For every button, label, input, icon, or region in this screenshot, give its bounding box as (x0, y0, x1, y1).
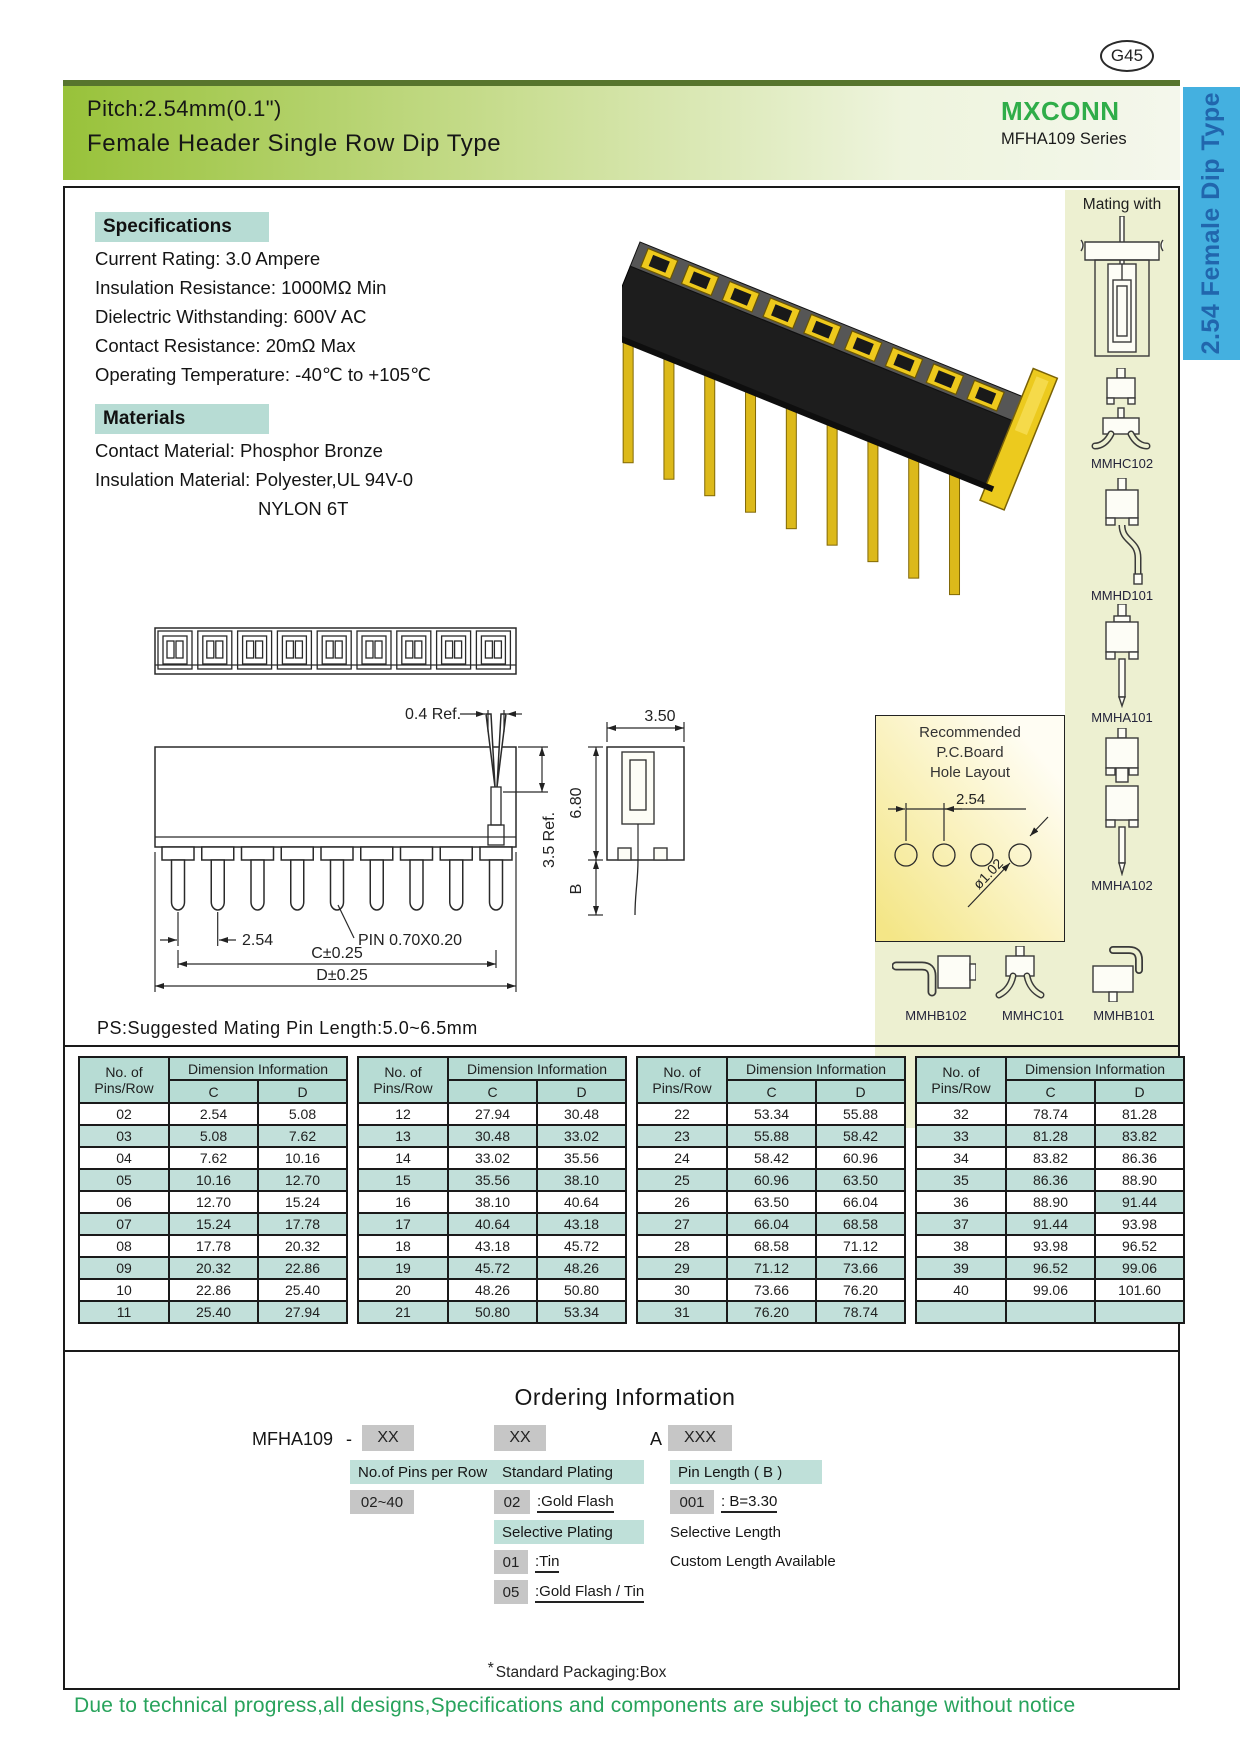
dimension-row (79, 1301, 347, 1323)
dimension-cell: 86.36 (1006, 1169, 1095, 1191)
dimension-cell: 66.04 (727, 1213, 816, 1235)
ordering-plating-placeholder: XX (494, 1425, 546, 1451)
dimension-table-2: No. of Pins/Row Dimension Information C D 12 27.94 30.48 13 30.48 33.02 14 33.02 35.56 15 35.56 38.10 16 38.10 40.64 17 40.64 43.18 18 43.18 45.72 19 45.72 48.26 20 48.26 50.80 21 50.80 53.34 (357, 1056, 627, 1324)
dim-350-label: 3.50 (644, 708, 676, 725)
dimension-cell: 58.42 (727, 1147, 816, 1169)
technical-drawing (102, 602, 722, 1052)
dimension-cell: 81.28 (1095, 1103, 1184, 1125)
ordering-pins-placeholder: XX (362, 1425, 414, 1451)
dimension-cell: 17 (358, 1213, 448, 1235)
sel-plating-desc-01: :Tin (535, 1553, 559, 1570)
mating-part-label: MMHB102 (905, 1008, 967, 1023)
dimension-cell: 93.98 (1006, 1235, 1095, 1257)
dimension-cell: 30.48 (448, 1125, 537, 1147)
dimension-cell: 30 (637, 1279, 727, 1301)
dimension-row (637, 1235, 905, 1257)
dimension-cell: 03 (79, 1125, 169, 1147)
dimension-cell: 12.70 (169, 1191, 258, 1213)
dimension-row (358, 1103, 626, 1125)
dimension-cell: 48.26 (537, 1257, 626, 1279)
dimension-row (637, 1191, 905, 1213)
dimension-cell: 63.50 (727, 1191, 816, 1213)
pcb-hole-dia-label: ø1.02 (969, 855, 1007, 893)
brand-logo: MXCONN (1001, 96, 1120, 126)
ordering-dash: - (346, 1429, 352, 1449)
page-number-badge: G45 (1100, 40, 1154, 72)
dimension-cell: 25.40 (169, 1301, 258, 1323)
dimension-cell: 27.94 (258, 1301, 347, 1323)
dimension-cell: 35 (916, 1169, 1006, 1191)
dimension-cell: 60.96 (816, 1147, 905, 1169)
dimension-row (79, 1213, 347, 1235)
dimension-cell: 08 (79, 1235, 169, 1257)
mating-part-figure-mmha101 (1094, 604, 1150, 708)
dimension-row (916, 1103, 1184, 1125)
dimension-cell: 34 (916, 1147, 1006, 1169)
packaging-note: * Standard Packaging:Box (487, 1660, 667, 1681)
dimension-row (916, 1301, 1184, 1323)
dimension-cell: 20.32 (258, 1235, 347, 1257)
dimension-cell: 45.72 (537, 1235, 626, 1257)
dimension-cell: 78.74 (1006, 1103, 1095, 1125)
page-title-product: Female Header Single Row Dip Type (87, 130, 502, 157)
dimension-row (916, 1235, 1184, 1257)
dimension-cell: 05 (79, 1169, 169, 1191)
dimension-cell: 23 (637, 1125, 727, 1147)
dimension-row (79, 1169, 347, 1191)
dimension-cell: 12 (358, 1103, 448, 1125)
pin-length-label: Pin Length ( B ) (670, 1460, 822, 1484)
dimension-row (916, 1257, 1184, 1279)
dimension-cell: 12.70 (258, 1169, 347, 1191)
dimension-cell: 50.80 (537, 1279, 626, 1301)
dimension-cell: 20.32 (169, 1257, 258, 1279)
mating-part-figure-mmhb101 (1083, 944, 1145, 1002)
materials-heading: Materials (95, 404, 269, 434)
mating-part-figure-mmhc101 (993, 946, 1047, 1002)
dimension-cell: 86.36 (1095, 1147, 1184, 1169)
dim-d-label: D±0.25 (316, 967, 368, 984)
pcb-line2: P.C.Board (936, 744, 1004, 761)
dimension-cell: 11 (79, 1301, 169, 1323)
dimension-cell: 02 (79, 1103, 169, 1125)
footer-disclaimer: Due to technical progress,all designs,Specifications and components are subject to change without notice (74, 1694, 1076, 1717)
dim-35ref-label: 3.5 Ref. (541, 811, 558, 869)
dimension-row (358, 1279, 626, 1301)
dimension-cell: 38.10 (537, 1169, 626, 1191)
dimension-row (637, 1125, 905, 1147)
pcb-line3: Hole Layout (929, 764, 1011, 781)
mating-part-label: MMHC102 (1090, 456, 1154, 471)
dimension-cell: 10.16 (169, 1169, 258, 1191)
dimension-cell: 20 (358, 1279, 448, 1301)
dimension-cell: 39 (916, 1257, 1006, 1279)
dimension-cell: 19 (358, 1257, 448, 1279)
dimension-row (79, 1279, 347, 1301)
dimension-row (637, 1103, 905, 1125)
dimension-cell: 22 (637, 1103, 727, 1125)
section-side-tab (1183, 87, 1240, 360)
pcb-hole-layout-box (875, 715, 1065, 942)
dimension-cell: 36 (916, 1191, 1006, 1213)
mating-part-figure-mmhb102 (892, 950, 976, 1002)
dimension-row (358, 1235, 626, 1257)
dimension-row (916, 1169, 1184, 1191)
dimension-cell: 38.10 (448, 1191, 537, 1213)
dimension-cell: 2.54 (169, 1103, 258, 1125)
dimension-cell: 04 (79, 1147, 169, 1169)
dimension-cell: 07 (79, 1213, 169, 1235)
dimension-cell: 43.18 (537, 1213, 626, 1235)
pins-range-value: 02~40 (350, 1490, 414, 1514)
ordering-length-placeholder: XXX (668, 1425, 732, 1451)
dimension-tables (78, 1056, 1185, 1324)
mating-part-label: MMHC101 (1001, 1008, 1065, 1023)
dimension-cell: 81.28 (1006, 1125, 1095, 1147)
dimension-cell: 40 (916, 1279, 1006, 1301)
ordering-part-prefix: MFHA109 (252, 1429, 334, 1449)
dimension-row (637, 1169, 905, 1191)
dimension-cell: 93.98 (1095, 1213, 1184, 1235)
ordering-title: Ordering Information (514, 1384, 736, 1410)
dimension-cell: 18 (358, 1235, 448, 1257)
dimension-row (358, 1147, 626, 1169)
dimension-row (637, 1213, 905, 1235)
dimension-table-1: No. of Pins/Row Dimension Information C D 02 2.54 5.08 03 5.08 7.62 04 7.62 10.16 05 10.16 12.70 06 12.70 15.24 07 15.24 17.78 08 17.78 20.32 09 20.32 22.86 10 22.86 25.40 11 25.40 27.94 (78, 1056, 348, 1324)
dimension-cell: 13 (358, 1125, 448, 1147)
dimension-cell: 83.82 (1006, 1147, 1095, 1169)
dimension-row (916, 1279, 1184, 1301)
spec-contact-res: Contact Resistance: 20mΩ Max (95, 335, 356, 356)
dimension-row (79, 1147, 347, 1169)
dimension-cell: 71.12 (727, 1257, 816, 1279)
dimension-cell: 35.56 (537, 1147, 626, 1169)
dimension-cell: 76.20 (727, 1301, 816, 1323)
dimension-row (79, 1191, 347, 1213)
material-contact: Contact Material: Phosphor Bronze (95, 440, 383, 461)
dimension-cell: 91.44 (1095, 1191, 1184, 1213)
series-name: MFHA109 Series (1001, 130, 1127, 148)
dim-pitch-label: 2.54 (242, 932, 274, 949)
dimension-cell: 40.64 (448, 1213, 537, 1235)
dimension-cell: 58.42 (816, 1125, 905, 1147)
dimension-row (358, 1125, 626, 1147)
mating-part-label: MMHB101 (1093, 1008, 1155, 1023)
dimension-row (79, 1257, 347, 1279)
dimension-cell: 09 (79, 1257, 169, 1279)
material-nylon: NYLON 6T (258, 498, 349, 519)
dimension-cell: 27 (637, 1213, 727, 1235)
dimension-cell (1006, 1301, 1095, 1323)
dimension-cell: 37 (916, 1213, 1006, 1235)
dimension-row (916, 1147, 1184, 1169)
mating-part-label: MMHA102 (1091, 878, 1153, 893)
mating-part-figure-mmhd101 (1094, 478, 1150, 586)
dimension-cell: 22.86 (258, 1257, 347, 1279)
mating-cross-section-figure (1079, 216, 1165, 366)
dimension-cell: 25.40 (258, 1279, 347, 1301)
dimension-cell: 71.12 (816, 1235, 905, 1257)
standard-plating-label: Standard Plating (494, 1460, 644, 1484)
dimension-row (358, 1213, 626, 1235)
dimension-cell: 17.78 (258, 1213, 347, 1235)
product-photo (622, 212, 1082, 652)
dimension-cell: 06 (79, 1191, 169, 1213)
separator-line (65, 1045, 1178, 1047)
dimension-cell: 50.80 (448, 1301, 537, 1323)
pins-per-row-label: No.of Pins per Row (350, 1460, 502, 1484)
dimension-row (637, 1257, 905, 1279)
dimension-row (358, 1257, 626, 1279)
dimension-row (358, 1191, 626, 1213)
dimension-cell: 45.72 (448, 1257, 537, 1279)
dimension-cell: 55.88 (727, 1125, 816, 1147)
dimension-cell: 21 (358, 1301, 448, 1323)
dimension-cell: 15.24 (258, 1191, 347, 1213)
dimension-cell: 33.02 (537, 1125, 626, 1147)
dimension-cell: 53.34 (727, 1103, 816, 1125)
selective-plating-label: Selective Plating (494, 1520, 644, 1544)
pcb-hole-diagram (876, 783, 1063, 918)
dimension-cell: 88.90 (1006, 1191, 1095, 1213)
dimension-row (79, 1125, 347, 1147)
dimension-row (916, 1191, 1184, 1213)
dimension-cell: 33 (916, 1125, 1006, 1147)
dimension-cell: 73.66 (816, 1257, 905, 1279)
dimension-cell: 78.74 (816, 1301, 905, 1323)
dimension-row (79, 1103, 347, 1125)
dimension-cell: 76.20 (816, 1279, 905, 1301)
dimension-row (637, 1147, 905, 1169)
dimension-cell: 91.44 (1006, 1213, 1095, 1235)
dimension-cell: 25 (637, 1169, 727, 1191)
dimension-row (916, 1213, 1184, 1235)
dimension-cell (1095, 1301, 1184, 1323)
dimension-cell: 40.64 (537, 1191, 626, 1213)
pcb-line1: Recommended (919, 724, 1021, 741)
dimension-cell: 96.52 (1006, 1257, 1095, 1279)
sel-plating-desc-05: :Gold Flash / Tin (535, 1583, 644, 1600)
dim-b-label: B (568, 883, 585, 895)
page-title-pitch: Pitch:2.54mm(0.1") (87, 96, 282, 121)
dimension-cell: 38 (916, 1235, 1006, 1257)
dimension-row (637, 1301, 905, 1323)
mating-part-label: MMHA101 (1091, 710, 1153, 725)
dimension-cell: 88.90 (1095, 1169, 1184, 1191)
mating-part-figure-mmha102 (1094, 728, 1150, 876)
dim-c-label: C±0.25 (311, 945, 363, 962)
dimension-cell: 32 (916, 1103, 1006, 1125)
pin-length-desc: : B=3.30 (721, 1493, 777, 1510)
dimension-cell: 60.96 (727, 1169, 816, 1191)
dimension-cell: 28 (637, 1235, 727, 1257)
dimension-cell: 24 (637, 1147, 727, 1169)
dimension-cell: 31 (637, 1301, 727, 1323)
mating-part-figure-mmhc102 (1091, 368, 1151, 452)
dimension-cell: 15.24 (169, 1213, 258, 1235)
dimension-cell: 5.08 (258, 1103, 347, 1125)
content-frame (63, 186, 1180, 1690)
mating-part-label: MMHD101 (1090, 588, 1154, 603)
dimension-cell: 10 (79, 1279, 169, 1301)
dim-04ref-label: 0.4 Ref. (405, 706, 462, 723)
dimension-cell: 7.62 (169, 1147, 258, 1169)
pin-size-note: PIN 0.70X0.20 (358, 932, 463, 949)
dimension-table-3: No. of Pins/Row Dimension Information C D 22 53.34 55.88 23 55.88 58.42 24 58.42 60.96 25 60.96 63.50 26 63.50 66.04 27 66.04 68.58 28 68.58 71.12 29 71.12 73.66 30 73.66 76.20 31 76.20 78.74 (636, 1056, 906, 1324)
dimension-cell: 63.50 (816, 1169, 905, 1191)
dimension-table-4: No. of Pins/Row Dimension Information C D 32 78.74 81.28 33 81.28 83.82 34 83.82 86.36 35 86.36 88.90 36 88.90 91.44 37 91.44 93.98 38 93.98 96.52 39 96.52 99.06 40 99.06 101.60 (915, 1056, 1185, 1324)
dimension-cell: 29 (637, 1257, 727, 1279)
specifications-heading: Specifications (95, 212, 269, 242)
dimension-cell: 43.18 (448, 1235, 537, 1257)
dimension-cell: 30.48 (537, 1103, 626, 1125)
pin-length-code: 001 (670, 1490, 714, 1514)
dimension-row (358, 1169, 626, 1191)
dimension-cell: 15 (358, 1169, 448, 1191)
std-plating-desc: :Gold Flash (537, 1493, 614, 1510)
dimension-cell: 14 (358, 1147, 448, 1169)
dimension-cell: 16 (358, 1191, 448, 1213)
ps-mating-note: PS:Suggested Mating Pin Length:5.0~6.5mm (97, 1018, 478, 1038)
dimension-cell: 101.60 (1095, 1279, 1184, 1301)
dimension-cell: 73.66 (727, 1279, 816, 1301)
dimension-row (916, 1125, 1184, 1147)
dimension-cell: 10.16 (258, 1147, 347, 1169)
spec-current-rating: Current Rating: 3.0 Ampere (95, 248, 321, 269)
dimension-cell: 99.06 (1006, 1279, 1095, 1301)
spec-insulation: Insulation Resistance: 1000MΩ Min (95, 277, 387, 298)
ordering-a-literal: A (650, 1429, 663, 1449)
sel-plating-code-01: 01 (494, 1550, 528, 1574)
dimension-cell: 22.86 (169, 1279, 258, 1301)
custom-length-note: Custom Length Available (670, 1553, 836, 1570)
material-insulation: Insulation Material: Polyester,UL 94V-0 (95, 469, 414, 490)
section-side-tab-label: 2.54 Female Dip Type (1197, 92, 1225, 355)
dim-680-label: 6.80 (568, 787, 585, 819)
mating-heading: Mating with (1082, 196, 1162, 213)
std-plating-code: 02 (494, 1490, 530, 1514)
dimension-row (358, 1301, 626, 1323)
dimension-cell: 7.62 (258, 1125, 347, 1147)
dimension-cell: 96.52 (1095, 1235, 1184, 1257)
dimension-row (79, 1235, 347, 1257)
dimension-cell: 33.02 (448, 1147, 537, 1169)
dimension-cell (916, 1301, 1006, 1323)
selective-length-label: Selective Length (670, 1524, 781, 1541)
dimension-cell: 66.04 (816, 1191, 905, 1213)
dimension-cell: 27.94 (448, 1103, 537, 1125)
dimension-cell: 68.58 (816, 1213, 905, 1235)
dimension-cell: 83.82 (1095, 1125, 1184, 1147)
dimension-cell: 68.58 (727, 1235, 816, 1257)
dimension-cell: 99.06 (1095, 1257, 1184, 1279)
spec-dielectric: Dielectric Withstanding: 600V AC (95, 306, 367, 327)
dimension-cell: 17.78 (169, 1235, 258, 1257)
dimension-cell: 53.34 (537, 1301, 626, 1323)
sel-plating-code-05: 05 (494, 1580, 528, 1604)
dimension-cell: 55.88 (816, 1103, 905, 1125)
dimension-cell: 26 (637, 1191, 727, 1213)
dimension-cell: 5.08 (169, 1125, 258, 1147)
dimension-cell: 48.26 (448, 1279, 537, 1301)
page-header (63, 80, 1180, 180)
spec-op-temp: Operating Temperature: -40℃ to +105℃ (95, 364, 431, 385)
separator-line (65, 1350, 1178, 1352)
dimension-cell: 35.56 (448, 1169, 537, 1191)
dimension-row (637, 1279, 905, 1301)
pcb-pitch-label: 2.54 (956, 791, 986, 808)
